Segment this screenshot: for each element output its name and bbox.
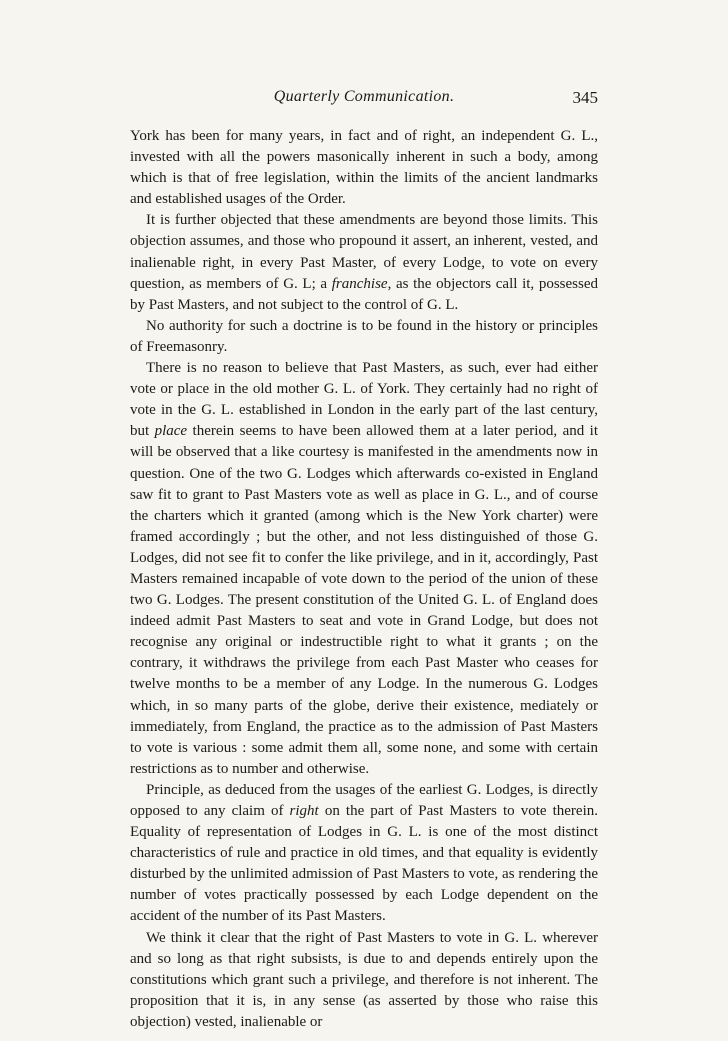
page-number: 345 — [572, 88, 598, 107]
paragraph-2-text-a: It is further objected that these amendments are beyond those limits. This objection assumes, and those who propound it assert, an inherent, vested, and inalienable right, in every Past Master, of every Lodge, to vote on every question, as members of G. L; a — [130, 212, 598, 292]
paragraph-3 — [130, 316, 598, 358]
italic-franchise: franchise — [331, 275, 388, 292]
paragraph-3-text: No authority for such a doctrine is to be found in the history or principles of Freemasonry. — [130, 317, 598, 355]
paragraph-4 — [130, 358, 598, 780]
paragraph-1-text: York has been for many years, in fact and of right, an independent G. L., invested with all the powers masonically inherent in such a body, among which is that of free legislation, within the limits of the ancient landmarks and established usages of the Order. — [130, 128, 598, 208]
paragraph-4-text-a: There is no reason to believe that Past Masters, as such, ever had either vote or place in the old mother G. L. of York. They certainly had no right of vote in the G. L. established in London in the early part of the last century, but — [130, 360, 598, 440]
italic-place: place — [154, 423, 188, 440]
paragraph-5-text-b: on the part of Past Masters to vote therein. Equality of representation of Lodges in G. L. is one of the most distinct characteristics of rule and practice in old times, and that equality is evidently disturbed by the unlimited admission of Past Masters to vote, as rendering the number of votes practically possessed by each Lodge dependent on the accident of the number of its Past Masters. — [130, 803, 598, 925]
page-header — [130, 88, 598, 112]
body-text — [130, 126, 598, 1033]
paragraph-5-text-a: Principle, as deduced from the usages of the earliest G. Lodges, is directly opposed to any claim of — [130, 781, 598, 819]
paragraph-6-text: We think it clear that the right of Past Masters to vote in G. L. wherever and so long as that right subsists, is due to and depends entirely upon the constitutions which grant such a privilege, and therefore is not inherent. The proposition that it is, in any sense (as asserted by those who raise this objection) vested, inalienable or — [130, 929, 598, 1030]
paragraph-4-text-b: therein seems to have been allowed them at a later period, and it will be observed that a like courtesy is manifested in the amendments now in question. One of the two G. Lodges which afterwards co-existed in England saw fit to grant to Past Masters vote as well as place in G. L., and of course the charters which it granted (among which is the New York charter) were framed accordingly ; but the other, and not less distinguished of those G. Lodges, did not see fit to confer the like privilege, and in it, accordingly, Past Masters remained incapable of vote down to the period of the union of these two G. Lodges. The present constitution of the United G. L. of England does indeed admit Past Masters to seat and vote in Grand Lodge, but does not recognise any original or indestructible right to what it grants ; on the contrary, it withdraws the privilege from each Past Master who ceases for twelve months to be a member of any Lodge. In the numerous G. Lodges which, in so many parts of the globe, derive their existence, mediately or immediately, from England, the practice as to the admission of Past Masters to vote is various : some admit them all, some none, and some with certain restrictions as to number and otherwise. — [130, 423, 598, 777]
paragraph-5 — [130, 780, 598, 928]
paragraph-6 — [130, 928, 598, 1033]
running-title: Quarterly Communication. — [273, 88, 455, 105]
paragraph-2-text-b: , as the objectors call it, possessed by Past Masters, and not subject to the control of G. L. — [130, 275, 598, 313]
italic-right: right — [289, 803, 319, 819]
paragraph-2 — [130, 210, 598, 315]
paragraph-1 — [130, 126, 598, 210]
